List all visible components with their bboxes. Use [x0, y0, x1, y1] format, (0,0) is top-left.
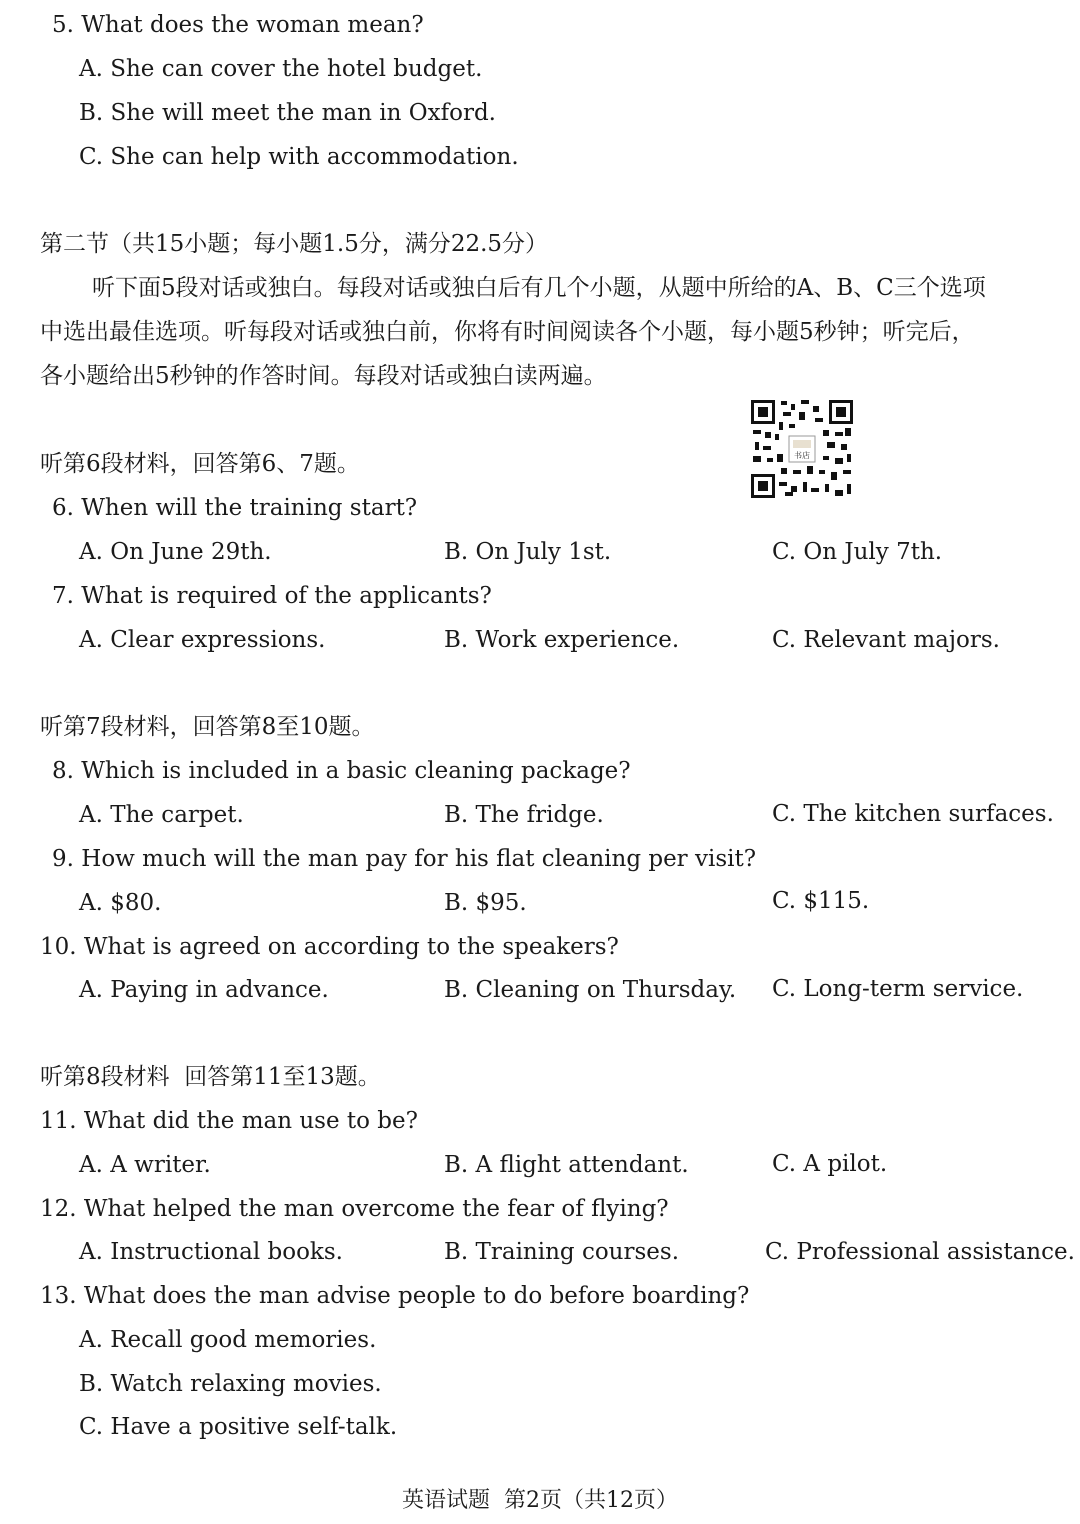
q5-option-c: C. She can help with accommodation. [79, 144, 519, 170]
q7-stem: 7. What is required of the applicants? [52, 583, 492, 609]
qr-logo-label: 书店 [794, 451, 810, 460]
q9-option-c: C. $115. [772, 888, 870, 914]
q6-stem: 6. When will the training start? [52, 495, 418, 521]
q13-stem: 13. What does the man advise people to do before boarding? [40, 1283, 750, 1309]
section2-instructions-2: 中选出最佳选项。听每段对话或独白前，你将有时间阅读各个小题，每小题5秒钟；听完后， [40, 319, 975, 345]
q9-stem: 9. How much will the man pay for his flat cleaning per visit? [52, 846, 757, 872]
q6-option-c: C. On July 7th. [772, 539, 943, 565]
q12-option-c: C. Professional assistance. [765, 1239, 1075, 1265]
q5-option-a: A. She can cover the hotel budget. [79, 56, 483, 82]
q10-option-b: B. Cleaning on Thursday. [444, 977, 737, 1003]
q12-stem: 12. What helped the man overcome the fear of flying? [40, 1196, 669, 1222]
section2-instructions-3: 各小题给出5秒钟的作答时间。每段对话或独白读两遍。 [40, 363, 607, 389]
q11-stem: 11. What did the man use to be? [40, 1108, 418, 1134]
q6-option-b: B. On July 1st. [444, 539, 612, 565]
q8-option-a: A. The carpet. [79, 802, 244, 828]
q8-option-b: B. The fridge. [444, 802, 604, 828]
q7-option-a: A. Clear expressions. [79, 627, 326, 653]
q12-option-b: B. Training courses. [444, 1239, 680, 1265]
material-6-heading: 听第6段材料，回答第6、7题。 [40, 451, 360, 477]
q10-option-a: A. Paying in advance. [79, 977, 329, 1003]
q11-option-a: A. A writer. [79, 1152, 211, 1178]
material-7-heading: 听第7段材料，回答第8至10题。 [40, 714, 375, 740]
q8-stem: 8. Which is included in a basic cleaning package? [52, 758, 631, 784]
page-footer: 英语试题 第2页（共12页） [402, 1488, 678, 1513]
q13-option-c: C. Have a positive self-talk. [79, 1414, 398, 1440]
q5-stem: 5. What does the woman mean? [52, 12, 424, 38]
section2-title: 第二节（共15小题；每小题1.5分，满分22.5分） [40, 231, 549, 257]
section2-instructions-1: 听下面5段对话或独白。每段对话或独白后有几个小题，从题中所给的A、B、C三个选项 [92, 275, 986, 301]
q13-option-b: B. Watch relaxing movies. [79, 1371, 382, 1397]
qr-code [749, 398, 855, 500]
q9-option-b: B. $95. [444, 890, 527, 916]
q7-option-b: B. Work experience. [444, 627, 680, 653]
q8-option-c: C. The kitchen surfaces. [772, 801, 1054, 827]
q9-option-a: A. $80. [79, 890, 162, 916]
q6-option-a: A. On June 29th. [79, 539, 272, 565]
q7-option-c: C. Relevant majors. [772, 627, 1000, 653]
material-8-heading: 听第8段材料 回答第11至13题。 [40, 1064, 381, 1090]
q13-option-a: A. Recall good memories. [79, 1327, 377, 1353]
q12-option-a: A. Instructional books. [79, 1239, 343, 1265]
q11-option-c: C. A pilot. [772, 1151, 888, 1177]
q11-option-b: B. A flight attendant. [444, 1152, 689, 1178]
q5-option-b: B. She will meet the man in Oxford. [79, 100, 496, 126]
q10-option-c: C. Long-term service. [772, 976, 1024, 1002]
q10-stem: 10. What is agreed on according to the speakers? [40, 934, 619, 960]
